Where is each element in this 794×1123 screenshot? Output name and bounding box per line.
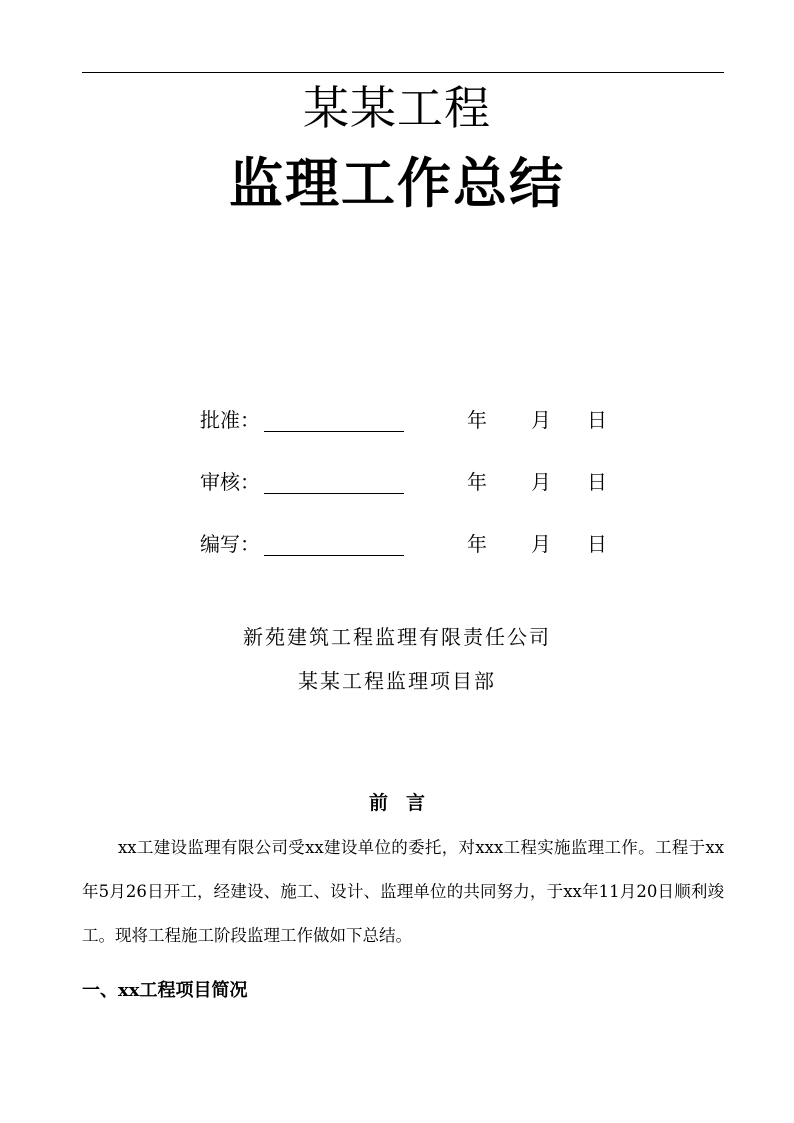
date-month-label: 月 bbox=[531, 470, 551, 494]
document-title-project: 某某工程 bbox=[303, 81, 491, 135]
signoff-row-approve bbox=[200, 405, 630, 435]
date-month-label: 月 bbox=[531, 532, 551, 556]
signoff-row-review bbox=[200, 467, 630, 497]
signature-blank-line bbox=[264, 431, 404, 432]
document-title-main: 监理工作总结 bbox=[229, 151, 565, 215]
date-year-label: 年 bbox=[467, 470, 487, 494]
signoff-label: 编写： bbox=[200, 532, 260, 556]
signoff-label: 审核： bbox=[200, 470, 260, 494]
date-day-label: 日 bbox=[587, 408, 607, 432]
department-name: 某某工程监理项目部 bbox=[298, 669, 496, 693]
preface-heading: 前言 bbox=[368, 792, 443, 814]
signature-blank-line bbox=[264, 555, 404, 556]
section-heading: 一、xx工程项目简况 bbox=[82, 980, 248, 1001]
company-name: 新苑建筑工程监理有限责任公司 bbox=[243, 625, 551, 649]
date-day-label: 日 bbox=[587, 470, 607, 494]
date-year-label: 年 bbox=[467, 408, 487, 432]
date-month-label: 月 bbox=[531, 408, 551, 432]
date-year-label: 年 bbox=[467, 532, 487, 556]
signoff-row-author bbox=[200, 529, 630, 559]
header-rule bbox=[82, 72, 724, 73]
date-day-label: 日 bbox=[587, 532, 607, 556]
signoff-label: 批准： bbox=[200, 408, 260, 432]
signature-blank-line bbox=[264, 493, 404, 494]
preface-body: xx工建设监理有限公司受xx建设单位的委托，对xxx工程实施监理工作。工程于xx年5月26日开工，经建设、施工、设计、监理单位的共同努力，于xx年11月20日顺利竣工。现将工程施工阶段监理工作做如下总结。 bbox=[82, 838, 724, 945]
